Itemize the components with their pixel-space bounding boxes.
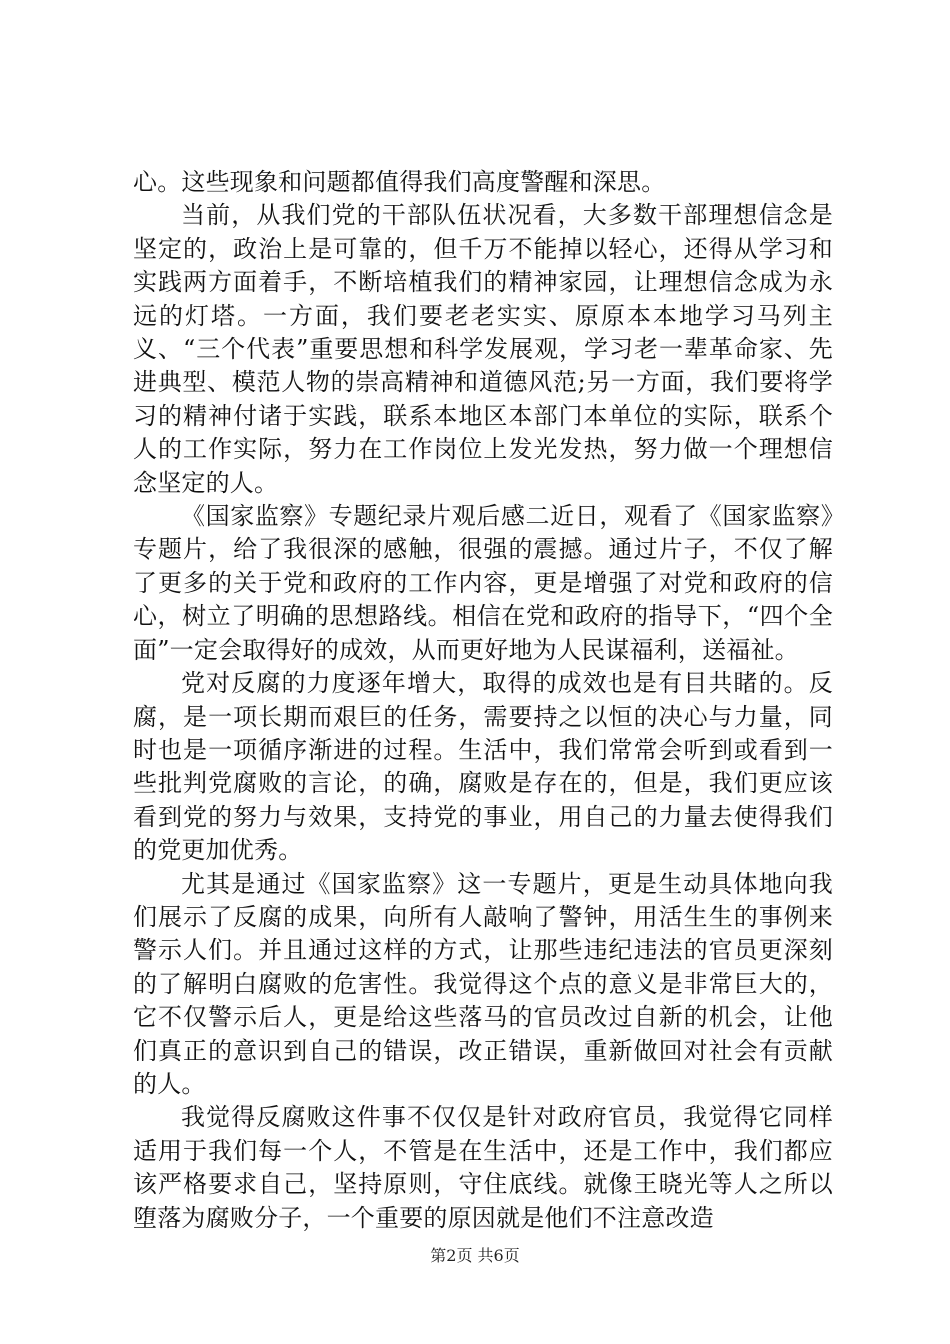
paragraph-2: 当前，从我们党的干部队伍状况看，大多数干部理想信念是坚定的，政治上是可靠的，但千万不能掉以轻心，还得从学习和实践两方面着手，不断培植我们的精神家园，让理想信念成为永远的灯塔。一方面，我们要老老实实、原原本本地学习马列主义、“三个代表”重要思想和科学发展观，学习老一辈革命家、先进典型、模范人物的崇高精神和道德风范;另一方面，我们要将学习的精神付诸于实践，联系本地区本部门本单位的实际，联系个人的工作实际，努力在工作岗位上发光发热，努力做一个理想信念坚定的人。: [133, 201, 833, 497]
paragraph-3: 《国家监察》专题纪录片观后感二近日，观看了《国家监察》专题片，给了我很深的感触，很强的震撼。通过片子，不仅了解了更多的关于党和政府的工作内容，更是增强了对党和政府的信心，树立了明确的思想路线。相信在党和政府的指导下，“四个全面”一定会取得好的成效，从而更好地为人民谋福利，送福祉。: [133, 502, 833, 664]
document-body: [133, 166, 833, 1235]
paragraph-5: 尤其是通过《国家监察》这一专题片，更是生动具体地向我们展示了反腐的成果，向所有人敲响了警钟，用活生生的事例来警示人们。并且通过这样的方式，让那些违纪违法的官员更深刻的了解明白腐败的危害性。我觉得这个点的意义是非常巨大的，它不仅警示后人，更是给这些落马的官员改过自新的机会，让他们真正的意识到自己的错误，改正错误，重新做回对社会有贡献的人。: [133, 869, 833, 1098]
paragraph-1: 心。这些现象和问题都值得我们高度警醒和深思。: [133, 168, 666, 196]
paragraph-6: 我觉得反腐败这件事不仅仅是针对政府官员，我觉得它同样适用于我们每一个人，不管是在生活中，还是工作中，我们都应该严格要求自己，坚持原则，守住底线。就像王晓光等人之所以堕落为腐败分子，一个重要的原因就是他们不注意改造: [133, 1103, 833, 1232]
page-number-footer: 第2页 共6页: [430, 1246, 520, 1265]
paragraph-4: 党对反腐的力度逐年增大，取得的成效也是有目共睹的。反腐，是一项长期而艰巨的任务，需要持之以恒的决心与力量，同时也是一项循序渐进的过程。生活中，我们常常会听到或看到一些批判党腐败的言论，的确，腐败是存在的，但是，我们更应该看到党的努力与效果，支持党的事业，用自己的力量去使得我们的党更加优秀。: [133, 669, 833, 865]
